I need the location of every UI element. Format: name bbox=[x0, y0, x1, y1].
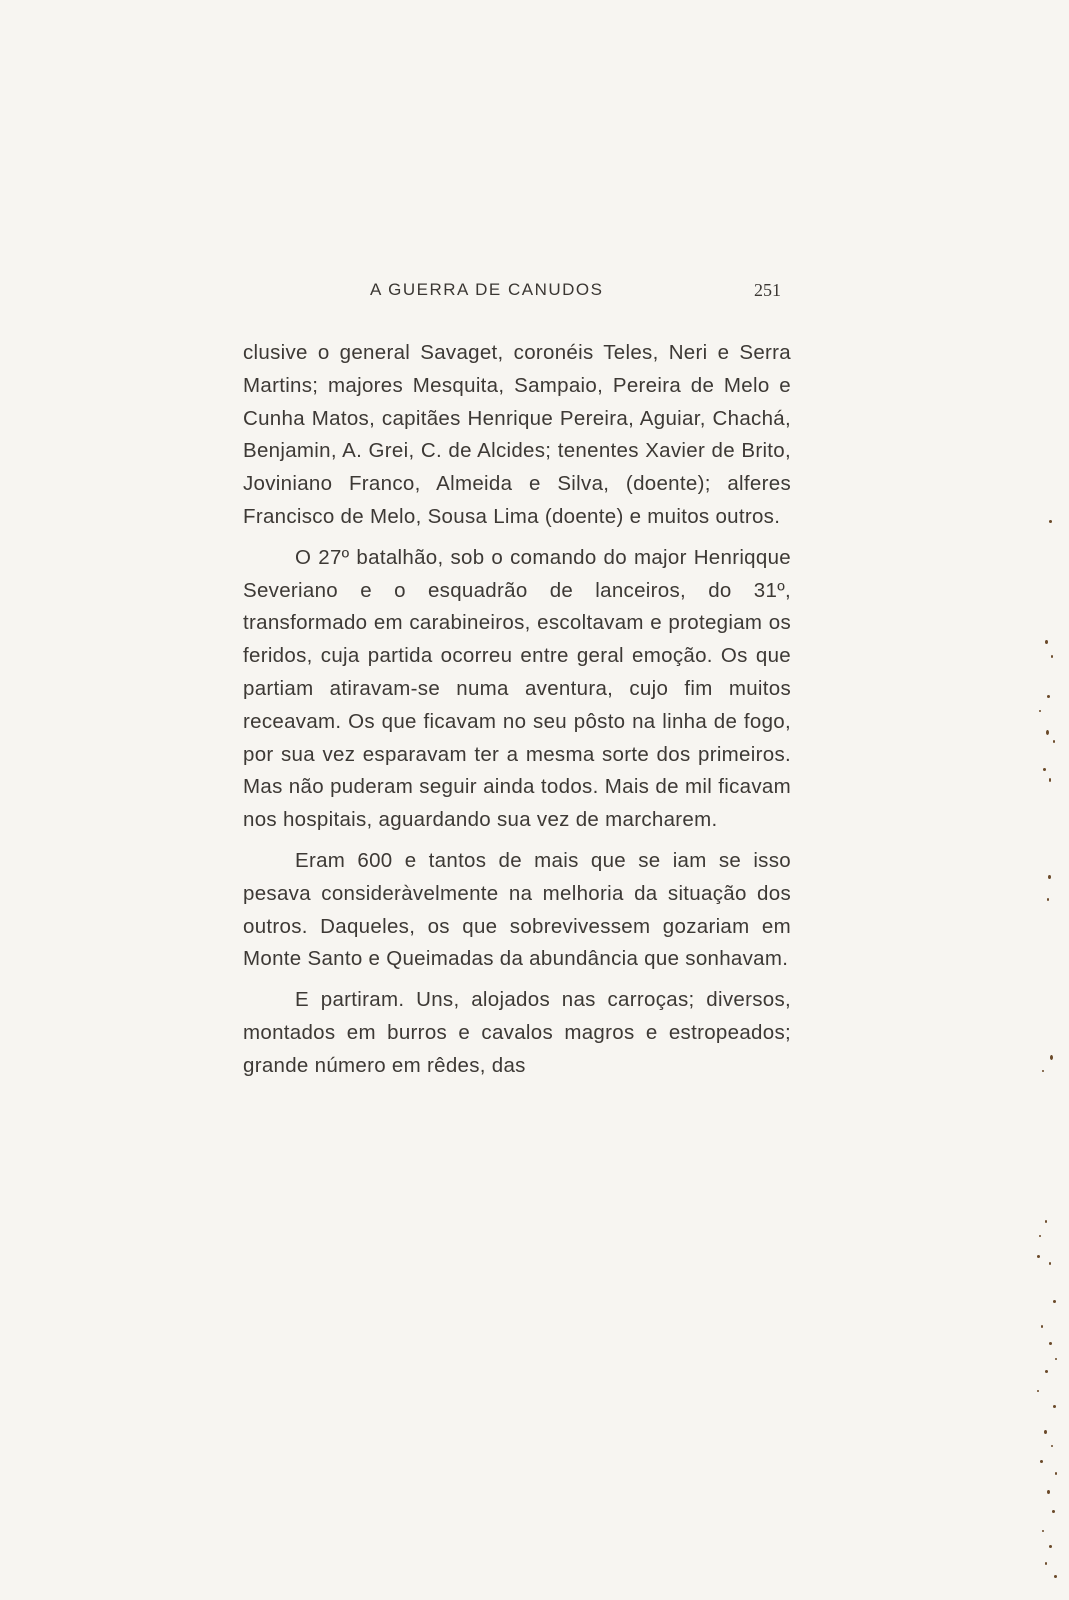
page-number: 251 bbox=[754, 280, 781, 300]
foxing-speck bbox=[1049, 1262, 1051, 1265]
foxing-speck bbox=[1053, 1405, 1056, 1408]
foxing-speck bbox=[1039, 710, 1041, 712]
body-text bbox=[243, 337, 791, 1083]
foxing-speck bbox=[1054, 1575, 1057, 1578]
foxing-speck bbox=[1049, 1545, 1052, 1548]
foxing-speck bbox=[1042, 1070, 1044, 1072]
foxing-speck bbox=[1044, 1430, 1047, 1434]
foxing-speck bbox=[1051, 1445, 1053, 1447]
foxing-speck bbox=[1049, 520, 1052, 523]
foxing-speck bbox=[1055, 1472, 1057, 1475]
foxing-speck bbox=[1047, 1490, 1050, 1494]
foxing-speck bbox=[1045, 1562, 1047, 1565]
foxing-speck bbox=[1039, 1235, 1041, 1237]
foxing-speck bbox=[1047, 898, 1049, 901]
foxing-speck bbox=[1048, 875, 1051, 879]
foxing-speck bbox=[1045, 1220, 1047, 1223]
running-title: A GUERRA DE CANUDOS bbox=[370, 280, 604, 299]
foxing-speck bbox=[1037, 1390, 1039, 1392]
foxing-speck bbox=[1037, 1255, 1040, 1258]
paragraph-2: O 27º batalhão, sob o comando do major Henriqque Severiano e o esquadrão de lanceiros, do 31º, transformado em carabineiros, escoltavam e protegiam os feridos, cuja partida ocorreu entre geral emoção. Os que partiam atiravam-se numa aventura, cujo fim muitos receavam. Os que ficavam no seu pôsto na linha de fogo, por sua vez esparavam ter a mesma sorte dos primeiros. Mas não puderam seguir ainda todos. Mais de mil ficavam nos hospitais, aguardando sua vez de marcharem. bbox=[243, 545, 791, 832]
foxing-speck bbox=[1040, 1460, 1043, 1463]
foxing-speck bbox=[1047, 695, 1050, 698]
foxing-speck bbox=[1053, 1300, 1056, 1303]
foxing-speck bbox=[1052, 1510, 1055, 1513]
paragraph-1: clusive o general Savaget, coronéis Teles, Neri e Serra Martins; majores Mesquita, Sampaio, Pereira de Melo e Cunha Matos, capitães Henrique Pereira, Aguiar, Chachá, Benjamin, A. Grei, C. de Alcides; tenentes Xavier de Brito, Joviniano Franco, Almeida e Silva, (doente); alferes Francisco de Melo, Sousa Lima (doente) e muitos outros. bbox=[243, 341, 791, 528]
foxing-speck bbox=[1046, 730, 1049, 735]
page-header bbox=[370, 280, 790, 310]
foxing-speck bbox=[1042, 1530, 1044, 1532]
foxing-speck bbox=[1051, 655, 1053, 658]
paragraph-4: E partiram. Uns, alojados nas carroças; diversos, montados em burros e cavalos magros e estropeados; grande número em rêdes, das bbox=[243, 988, 791, 1077]
foxing-speck bbox=[1045, 640, 1048, 644]
foxing-speck bbox=[1049, 1342, 1052, 1345]
foxing-speck bbox=[1049, 778, 1051, 782]
paragraph-3: Eram 600 e tantos de mais que se iam se isso pesava consideràvelmente na melhoria da situação dos outros. Daqueles, os que sobrevivessem gozariam em Monte Santo e Queimadas da abundância que sonhavam. bbox=[243, 848, 791, 971]
foxing-speck bbox=[1045, 1370, 1048, 1373]
foxing-speck bbox=[1043, 768, 1046, 771]
foxing-speck bbox=[1050, 1055, 1053, 1060]
foxing-speck bbox=[1041, 1325, 1043, 1328]
foxing-speck bbox=[1053, 740, 1055, 743]
paper-foxing-specks bbox=[1009, 300, 1069, 1600]
foxing-speck bbox=[1055, 1358, 1057, 1360]
